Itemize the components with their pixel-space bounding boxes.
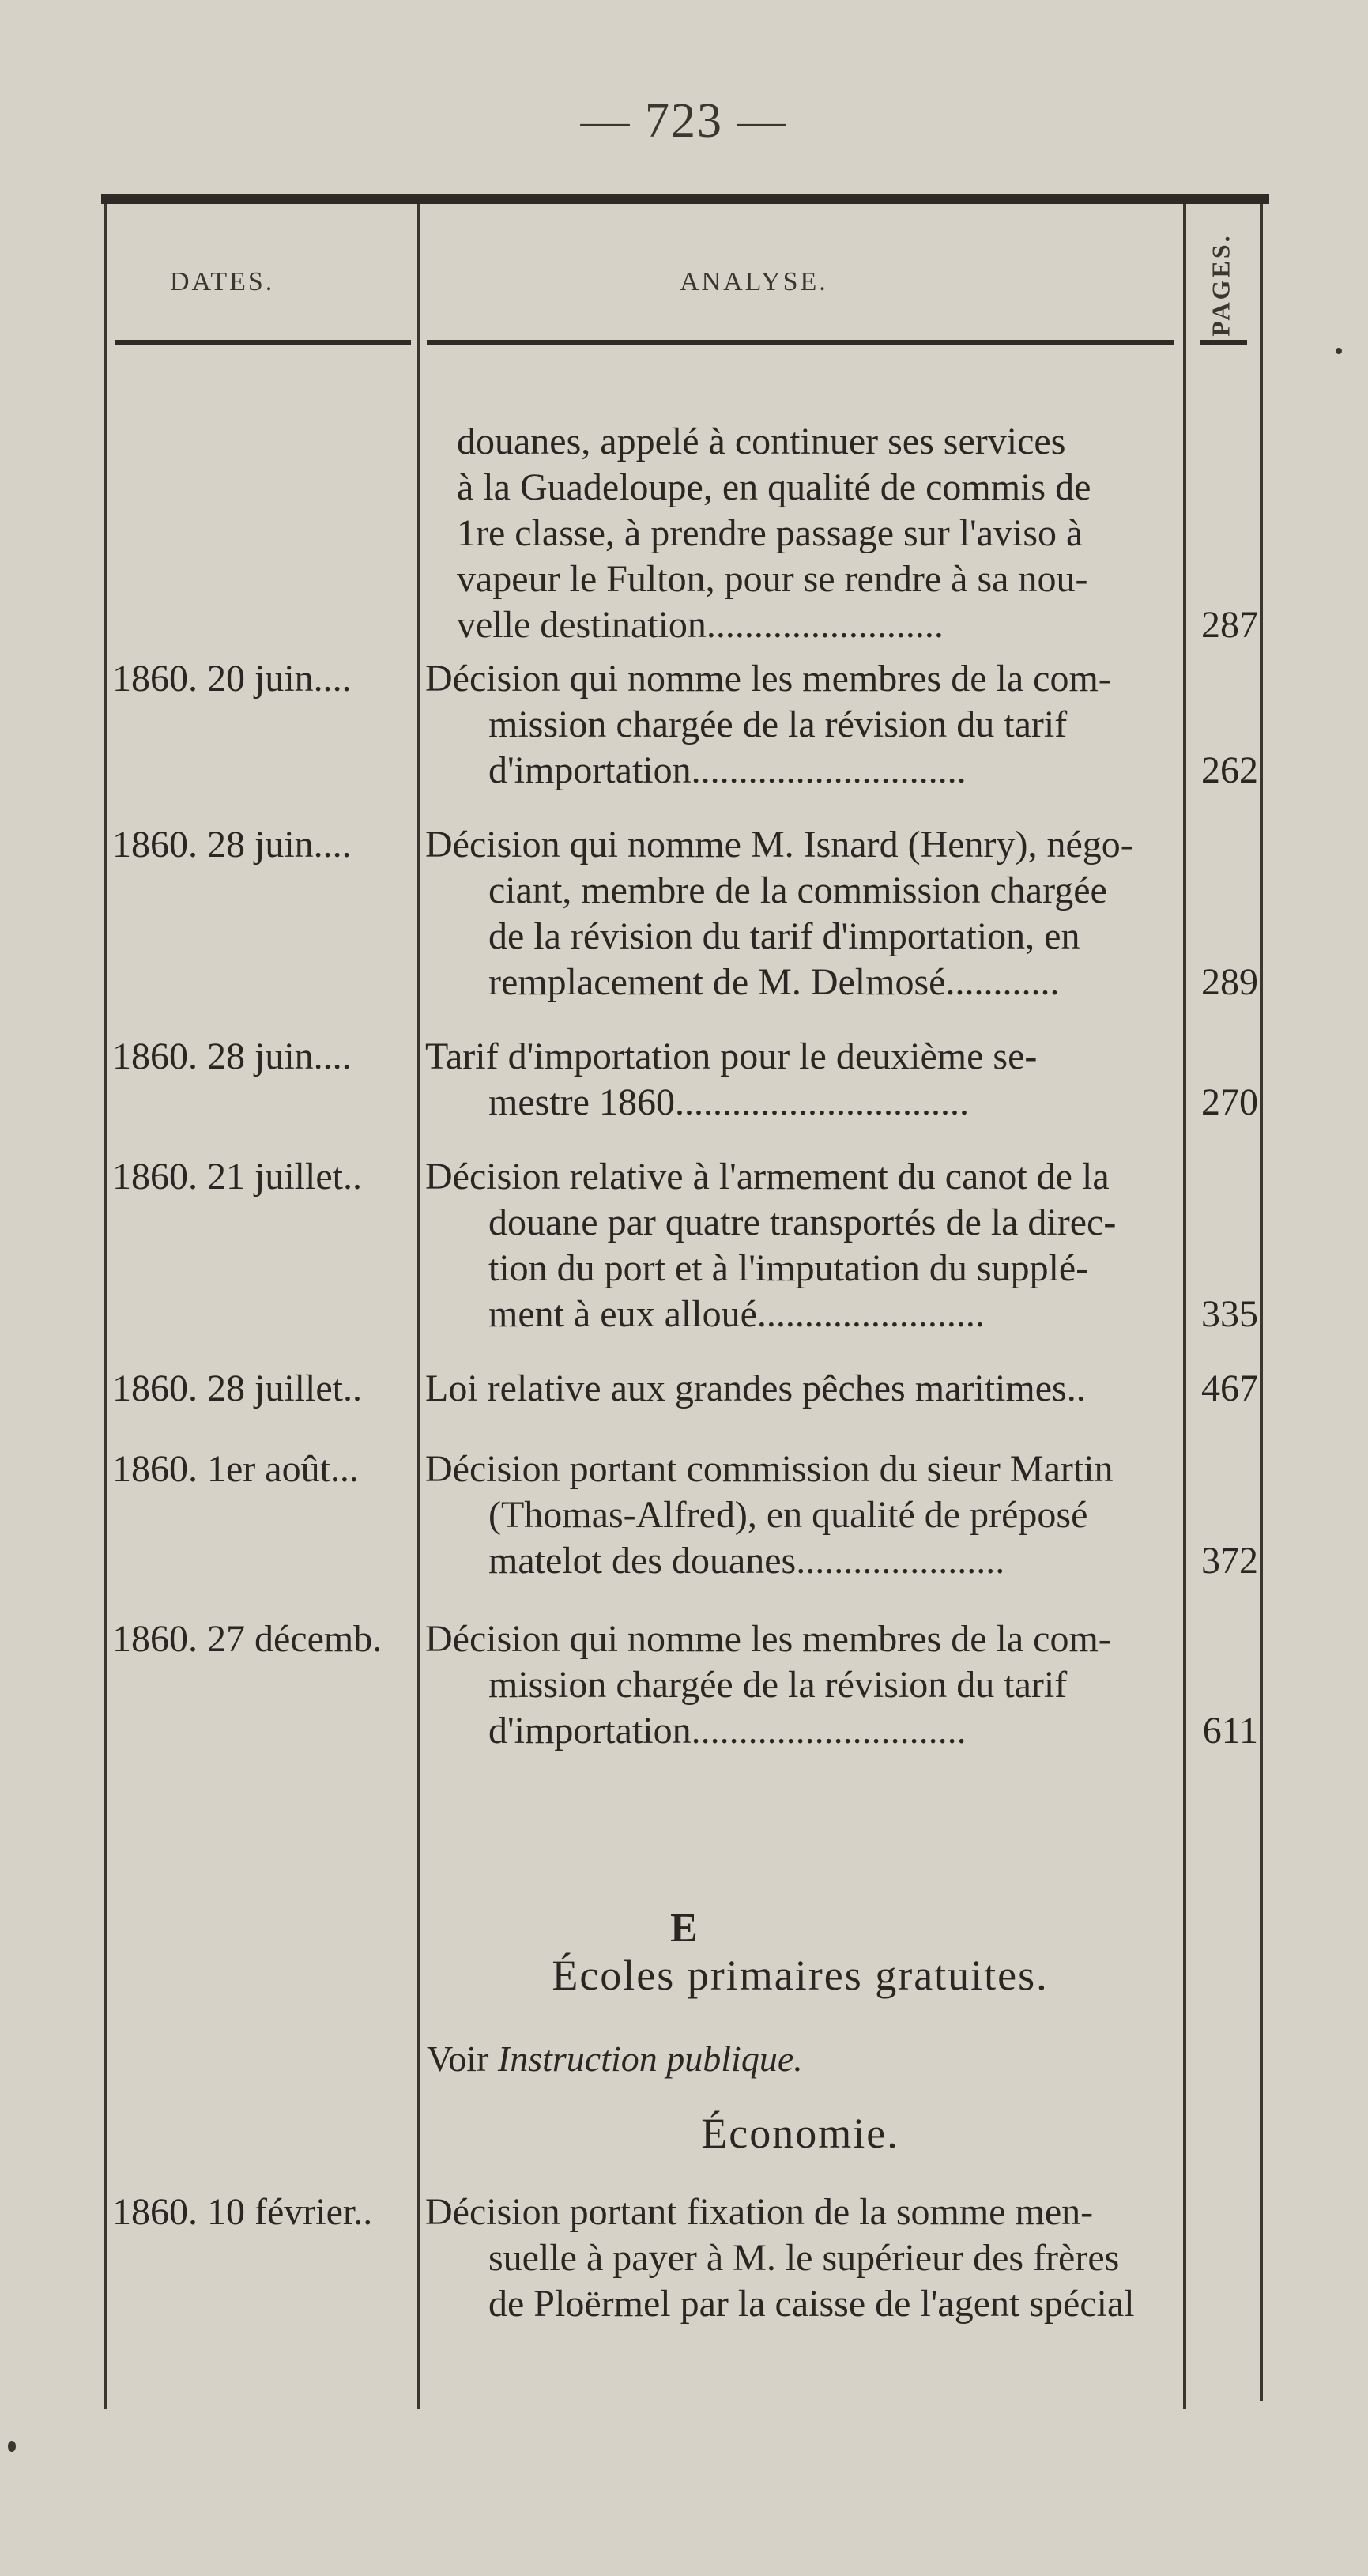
header-rule-dates [115, 340, 411, 345]
analysis-line: de Ploërmel par la caisse de l'agent spécial [488, 2283, 1135, 2325]
entry-date: 1860. 28 juillet.. [112, 1367, 362, 1409]
analysis-line: à la Guadeloupe, en qualité de commis de [457, 466, 1091, 508]
section-title-ecoles: Écoles primaires gratuites. [552, 1952, 1049, 1999]
scan-speck [1336, 348, 1342, 354]
analysis-line: ment à eux alloué........................ [488, 1293, 985, 1335]
entry-date: 1860. 10 février.. [112, 2191, 373, 2233]
entry-date: 1860. 28 juin.... [112, 824, 352, 866]
column-header-analyse: ANALYSE. [680, 267, 828, 296]
entry-page: 335 [1201, 1293, 1258, 1335]
analysis-line: velle destination......................... [457, 604, 944, 646]
entry-analysis [425, 419, 1168, 648]
analysis-line: remplacement de M. Delmosé............ [488, 961, 1060, 1003]
entry-analysis [425, 1616, 1168, 1754]
analysis-line: matelot des douanes...................... [488, 1540, 1005, 1582]
table-top-rule [101, 194, 1269, 204]
entry-page: 270 [1201, 1081, 1258, 1123]
scan-speck [8, 2441, 16, 2452]
analysis-line: Décision qui nomme les membres de la com- [425, 1618, 1111, 1660]
analysis-line: tion du port et à l'imputation du supplé- [488, 1247, 1089, 1289]
column-header-dates: DATES. [170, 267, 275, 296]
analysis-line: vapeur le Fulton, pour se rendre à sa nou- [457, 558, 1088, 600]
analysis-line: ciant, membre de la commission chargée [488, 869, 1107, 911]
analysis-line: mission chargée de la révision du tarif [488, 703, 1068, 745]
entry-date: 1860. 20 juin.... [112, 658, 352, 700]
entry-page: 611 [1202, 1710, 1258, 1752]
column-rule-left [104, 204, 107, 2409]
see-reference [427, 2038, 803, 2080]
entry-date: 1860. 21 juillet.. [112, 1156, 362, 1197]
analysis-line: douanes, appelé à continuer ses services [457, 421, 1066, 462]
analysis-line: Loi relative aux grandes pêches maritimes.. [425, 1367, 1086, 1409]
entry-analysis [425, 1154, 1168, 1337]
section-letter: E [670, 1906, 698, 1951]
analysis-line: Décision portant commission du sieur Martin [425, 1448, 1114, 1490]
entry-analysis [425, 1366, 1168, 1412]
section-title-economie: Économie. [701, 2110, 899, 2157]
analysis-line: Décision qui nomme les membres de la com- [425, 658, 1111, 700]
entry-date: 1860. 1er août... [112, 1448, 359, 1490]
entry-page: 289 [1201, 961, 1258, 1003]
header-rule-analyse [427, 340, 1174, 345]
analysis-line: douane par quatre transportés de la direc- [488, 1201, 1117, 1243]
entry-date: 1860. 27 décemb. [112, 1618, 383, 1660]
analysis-line: mission chargée de la révision du tarif [488, 1664, 1068, 1706]
analysis-line: de la révision du tarif d'importation, en [488, 915, 1080, 957]
analysis-line: d'importation............................. [488, 1710, 967, 1752]
column-header-pages [1189, 232, 1253, 337]
entry-page: 287 [1201, 604, 1258, 646]
analysis-line: mestre 1860............................... [488, 1081, 969, 1123]
analysis-line: Décision portant fixation de la somme men- [425, 2191, 1094, 2233]
analysis-line: suelle à payer à M. le supérieur des frères [488, 2237, 1120, 2279]
entry-date: 1860. 28 juin.... [112, 1035, 352, 1077]
entry-analysis [425, 1446, 1168, 1584]
entry-analysis [425, 656, 1168, 794]
analysis-line: d'importation............................. [488, 749, 967, 791]
analysis-line: 1re classe, à prendre passage sur l'aviso à [457, 512, 1083, 554]
column-rule-right [1260, 204, 1263, 2401]
entry-page: 262 [1201, 749, 1258, 791]
entry-page: 467 [1201, 1367, 1258, 1409]
analysis-line: Tarif d'importation pour le deuxième se- [425, 1035, 1038, 1077]
column-rule-dates [417, 204, 420, 2409]
analysis-line: Décision relative à l'armement du canot de la [425, 1156, 1110, 1197]
column-header-pages-label: PAGES. [1206, 232, 1235, 337]
analysis-line: Décision qui nomme M. Isnard (Henry), négo- [425, 824, 1133, 866]
header-rule-pages [1200, 340, 1247, 345]
page-number: — 723 — [580, 94, 788, 148]
entry-analysis [425, 822, 1168, 1005]
analysis-line: (Thomas-Alfred), en qualité de préposé [488, 1494, 1088, 1536]
entry-analysis [425, 1034, 1168, 1126]
entry-page: 372 [1201, 1540, 1258, 1582]
see-prefix: Voir [427, 2039, 489, 2079]
see-target: Instruction publique. [497, 2039, 803, 2079]
entry-analysis [425, 2189, 1168, 2327]
